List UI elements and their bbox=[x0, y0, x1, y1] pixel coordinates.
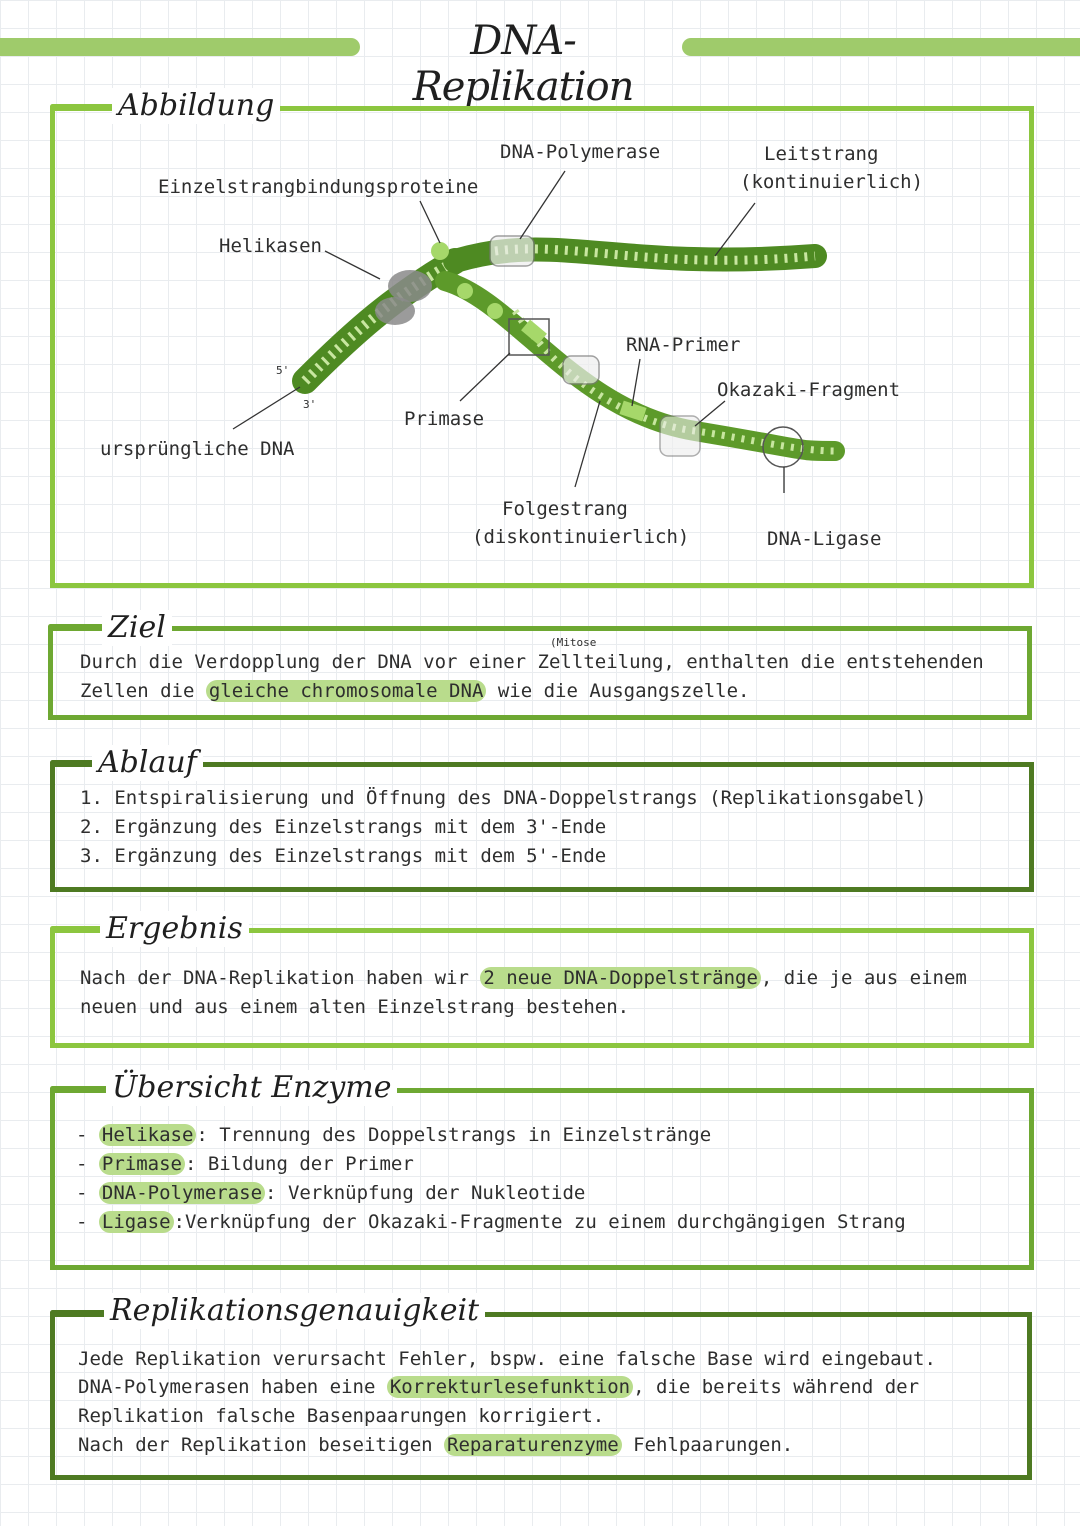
genauigkeit-highlight: Reparaturenzyme bbox=[444, 1434, 622, 1456]
genauigkeit-line-2 bbox=[78, 1373, 919, 1402]
ziel-line-2 bbox=[80, 677, 750, 706]
label-okazaki: Okazaki-Fragment bbox=[717, 379, 901, 401]
ergebnis-heading-line bbox=[50, 926, 104, 931]
pointer-einzelstrang bbox=[420, 201, 440, 243]
genauigkeit-heading-line bbox=[50, 1310, 106, 1315]
label-five-prime: 5' bbox=[276, 364, 290, 377]
ergebnis-heading: Ergebnis bbox=[100, 911, 249, 947]
ziel-heading-line bbox=[48, 624, 108, 629]
ergebnis-text: , die je aus einem bbox=[760, 967, 967, 989]
ablauf-item: 2. Ergänzung des Einzelstrangs mit dem 3'-Ende bbox=[80, 816, 607, 838]
genauigkeit-text: DNA-Polymerasen haben eine bbox=[78, 1376, 387, 1398]
ergebnis-highlight: 2 neue DNA-Doppelstränge bbox=[480, 967, 761, 989]
enzyme-desc: Verknüpfung der Okazaki-Fragmente zu einem durchgängigen Strang bbox=[184, 1211, 906, 1233]
pointer-urspruenglich bbox=[233, 387, 300, 429]
ablauf-item: 1. Entspiralisierung und Öffnung des DNA-Doppelstrangs (Replikationsgabel) bbox=[80, 787, 927, 809]
pointer-primase bbox=[460, 353, 510, 401]
ssb-protein bbox=[487, 303, 503, 319]
ergebnis-text: Nach der DNA-Replikation haben wir bbox=[80, 967, 481, 989]
enzyme-sep: : bbox=[196, 1124, 208, 1146]
label-ligase: DNA-Ligase bbox=[767, 528, 882, 550]
enzyme-item: - DNA-Polymerase : Verknüpfung der Nukleotide bbox=[76, 1182, 586, 1204]
enzyme-name: Primase bbox=[99, 1153, 185, 1175]
label-leitstrang-2: (kontinuierlich) bbox=[740, 171, 924, 193]
ergebnis-line-1 bbox=[80, 964, 967, 993]
polymerase-box bbox=[490, 236, 534, 266]
helicase-blob-2 bbox=[375, 297, 415, 325]
label-polymerase: DNA-Polymerase bbox=[500, 141, 661, 163]
pointer-folgestrang bbox=[575, 401, 600, 487]
ziel-highlight: gleiche chromosomale DNA bbox=[206, 680, 487, 702]
enzyme-desc: Verknüpfung der Nukleotide bbox=[276, 1182, 586, 1204]
ziel-note: (Mitose bbox=[550, 636, 597, 649]
ziel-line-1: Durch die Verdopplung der DNA vor einer Zellteilung, enthalten die entstehenden bbox=[80, 651, 984, 673]
enzyme-sep: : bbox=[173, 1211, 185, 1233]
ablauf-heading: Ablauf bbox=[92, 745, 203, 781]
enzyme-name: Helikase bbox=[99, 1124, 197, 1146]
label-leitstrang-1: Leitstrang bbox=[764, 143, 879, 165]
label-folgestrang-1: Folgestrang bbox=[502, 498, 628, 520]
label-folgestrang-2: (diskontinuierlich) bbox=[472, 526, 690, 548]
ablauf-item: 3. Ergänzung des Einzelstrangs mit dem 5'-Ende bbox=[80, 845, 607, 867]
genauigkeit-line-3: Replikation falsche Basenpaarungen korrigiert. bbox=[78, 1405, 605, 1427]
page-title: DNA-Replikation bbox=[412, 18, 634, 110]
polymerase-box-2 bbox=[563, 356, 599, 384]
ssb-protein bbox=[431, 242, 449, 260]
genauigkeit-line-1: Jede Replikation verursacht Fehler, bspw. eine falsche Base wird eingebaut. bbox=[78, 1348, 936, 1370]
enzyme-heading-line bbox=[50, 1086, 110, 1091]
genauigkeit-text: , die bereits während der bbox=[633, 1376, 920, 1398]
label-primase: Primase bbox=[404, 408, 485, 430]
genauigkeit-highlight: Korrekturlesefunktion bbox=[387, 1376, 633, 1398]
enzyme-item: - Helikase : Trennung des Doppelstrangs in Einzelstränge bbox=[76, 1124, 712, 1146]
enzyme-sep: : bbox=[265, 1182, 277, 1204]
genauigkeit-heading: Replikationsgenauigkeit bbox=[104, 1293, 485, 1329]
lagging-strand bbox=[445, 281, 835, 451]
pointer-okazaki bbox=[695, 401, 725, 426]
enzyme-name: DNA-Polymerase bbox=[99, 1182, 265, 1204]
enzyme-name: Ligase bbox=[99, 1211, 174, 1233]
label-three-prime: 3' bbox=[303, 398, 317, 411]
pointer-rna-primer bbox=[632, 359, 640, 406]
label-urspruengliche: ursprüngliche DNA bbox=[100, 438, 295, 460]
enzyme-sep: : bbox=[184, 1153, 197, 1175]
enzyme-heading: Übersicht Enzyme bbox=[106, 1070, 397, 1106]
title-bar-right bbox=[682, 38, 1080, 56]
enzyme-item: - Ligase :Verknüpfung der Okazaki-Fragmente zu einem durchgängigen Strang bbox=[76, 1211, 906, 1233]
ziel-text: Zellen die bbox=[80, 680, 206, 702]
label-rna-primer: RNA-Primer bbox=[626, 334, 741, 356]
enzyme-desc: Trennung des Doppelstrangs in Einzelstränge bbox=[207, 1124, 712, 1146]
ziel-heading: Ziel bbox=[102, 610, 172, 646]
ssb-protein bbox=[457, 283, 473, 299]
pointer-helikasen bbox=[325, 251, 380, 279]
pointer-polymerase bbox=[520, 171, 565, 239]
ergebnis-line-2: neuen und aus einem alten Einzelstrang bestehen. bbox=[80, 996, 630, 1018]
ziel-text: wie die Ausgangszelle. bbox=[486, 680, 750, 702]
enzyme-item: - Primase : Bildung der Primer bbox=[76, 1153, 414, 1175]
polymerase-box-3 bbox=[660, 416, 700, 456]
genauigkeit-text: Fehlpaarungen. bbox=[621, 1434, 794, 1456]
genauigkeit-text: Nach der Replikation beseitigen bbox=[78, 1434, 445, 1456]
genauigkeit-line-4 bbox=[78, 1431, 793, 1460]
abbildung-heading-line bbox=[50, 104, 120, 109]
label-helikasen: Helikasen bbox=[219, 235, 322, 257]
abbildung-heading: Abbildung bbox=[112, 88, 280, 124]
label-einzelstrang: Einzelstrangbindungsproteine bbox=[158, 176, 479, 198]
enzyme-desc: Bildung der Primer bbox=[196, 1153, 414, 1175]
title-bar-left bbox=[0, 38, 360, 56]
